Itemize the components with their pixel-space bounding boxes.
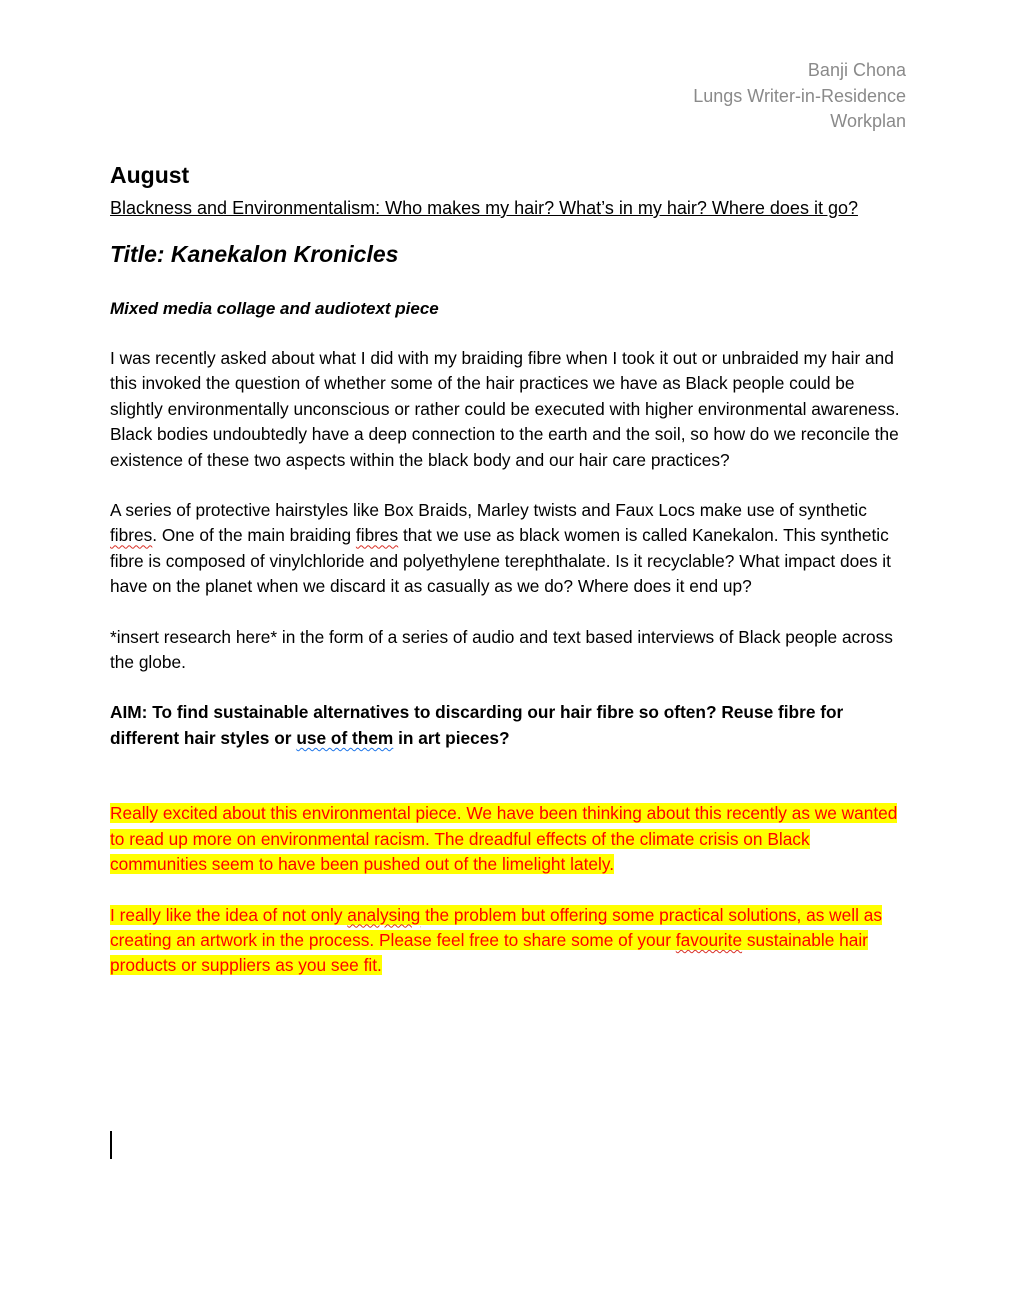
paragraph-hairstyles xyxy=(110,498,910,600)
highlighted-text xyxy=(110,905,882,976)
highlighted-comment-1 xyxy=(110,801,910,877)
document-header xyxy=(693,58,906,135)
text-segment: sustainable hair products or suppliers as you see fit. xyxy=(110,929,868,976)
highlighted-comment-2 xyxy=(110,903,910,979)
project-subtitle: Mixed media collage and audiotext piece xyxy=(110,299,439,318)
text-segment: A series of protective hairstyles like Box Braids, Marley twists and Faux Locs make use of synthetic xyxy=(110,500,867,521)
paragraph-research: *insert research here* in the form of a series of audio and text based interviews of Black people across the globe. xyxy=(110,626,893,673)
spellcheck-word[interactable]: fibres xyxy=(110,525,153,546)
theme-heading: Blackness and Environmentalism: Who makes my hair? What’s in my hair? Where does it go? xyxy=(110,198,858,218)
text-segment: in art pieces? xyxy=(393,727,510,748)
text-segment: AIM: To find sustainable alternatives to discarding our hair fibre so often? Reuse fibre for different hair styles or xyxy=(110,702,844,748)
spellcheck-word[interactable]: favourite xyxy=(675,929,743,950)
text-segment: the problem but offering some practical solutions, as well as creating an artwork in the process. Please feel free to share some of your xyxy=(110,904,883,950)
author-role: Lungs Writer-in-Residence xyxy=(693,85,906,106)
text-segment: that we use as black women is called Kanekalon. This synthetic fibre is composed of vinylchloride and polyethylene terephthalate. Is it recyclable? What impact does it have on the planet when we discard it as casually as we do? Where does it end up? xyxy=(110,525,891,597)
grammar-suggestion[interactable]: use of them xyxy=(296,727,394,748)
paragraph-intro: I was recently asked about what I did with my braiding fibre when I took it out or unbraided my hair and this invoked the question of whether some of the hair practices we have as Black people could be slightly environmentally unconscious or rather could be executed with higher environmental awareness. Black bodies undoubtedly have a deep connection to the earth and the soil, so how do we reconcile the existence of these two aspects within the black body and our hair care practices? xyxy=(110,348,900,470)
spellcheck-word[interactable]: analysing xyxy=(347,904,421,925)
text-cursor xyxy=(110,1131,112,1159)
month-heading: August xyxy=(110,162,190,188)
text-segment: . One of the main braiding xyxy=(152,525,356,546)
highlighted-text: Really excited about this environmental piece. We have been thinking about this recently as we wanted to read up more on environmental racism. The dreadful effects of the climate crisis on Black communities seem to have been pushed out of the limelight lately. xyxy=(110,803,898,875)
document-type: Workplan xyxy=(830,111,906,131)
author-name: Banji Chona xyxy=(807,60,906,80)
aim-statement xyxy=(110,700,910,751)
document-body xyxy=(110,160,910,979)
text-segment: I really like the idea of not only xyxy=(110,904,348,925)
spellcheck-word[interactable]: fibres xyxy=(355,525,399,546)
project-title: Title: Kanekalon Kronicles xyxy=(110,241,399,267)
